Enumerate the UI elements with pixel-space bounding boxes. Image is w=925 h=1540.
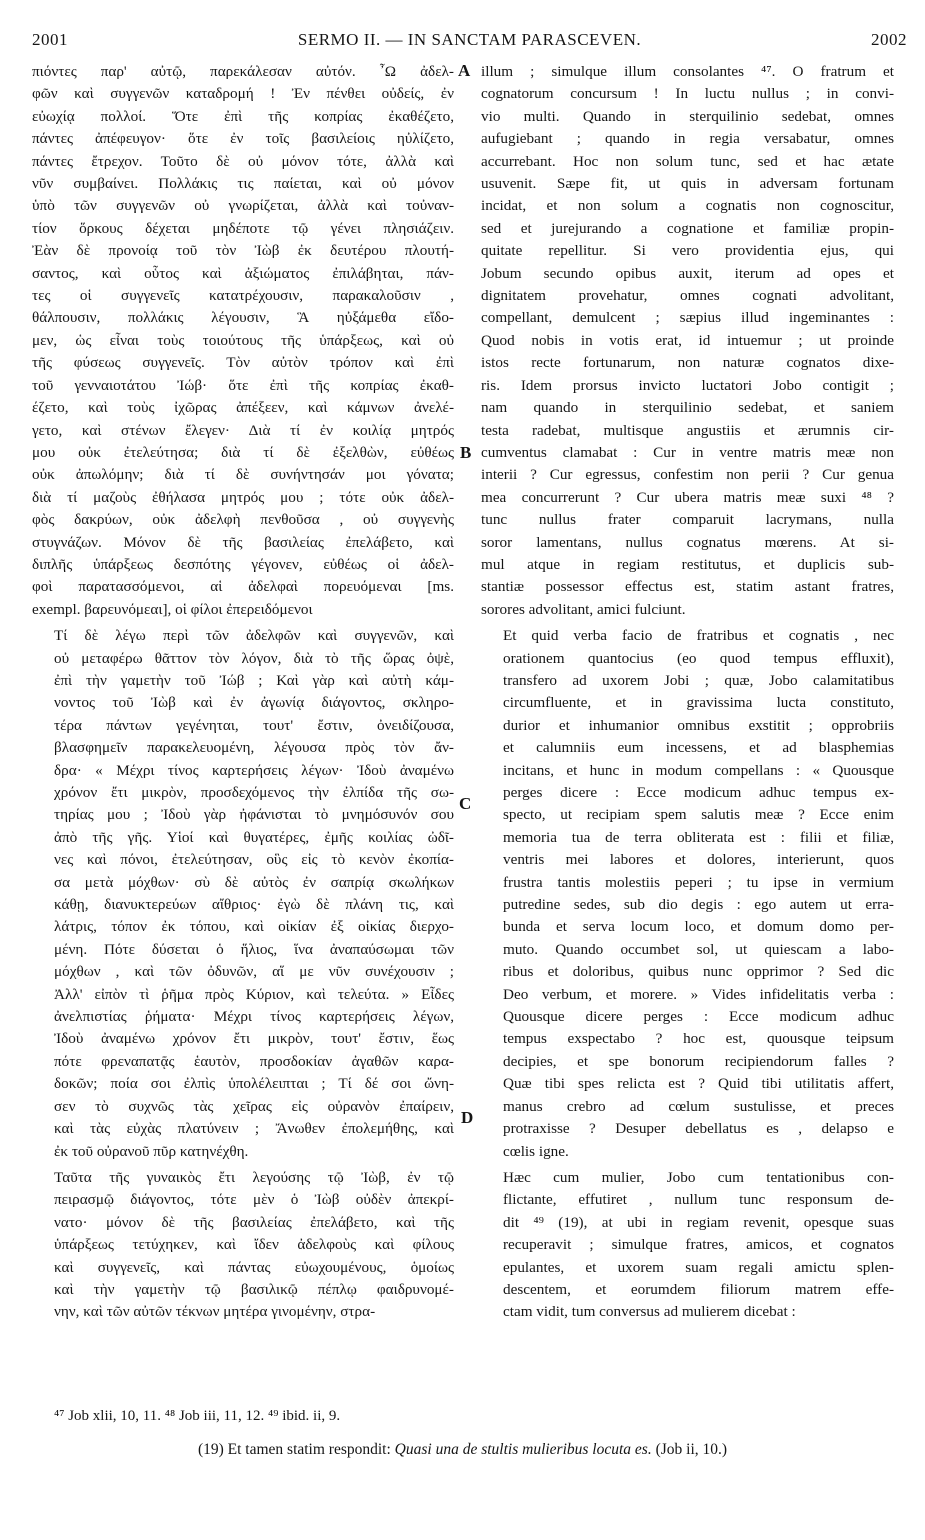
greek-line: διπλῆς ὑπάρξεως δεσπότης γέγονεν, εὐθέως οἱ ἀδελ-	[32, 555, 454, 573]
latin-line: mea concurrerunt ? Cur ubera matris meæ suxi ⁴⁸ ?	[481, 488, 894, 506]
greek-line: πάντες ἀπέφευγον· ὅτε ἐν τοῖς βασιλείοις ηὐλίζετο,	[32, 130, 454, 148]
greek-line: οὐκ ἀπωλόμην; διὰ τί δὲ συνήντησάν μοι γόνατα;	[32, 466, 454, 484]
greek-line: exempl. βαρευνόμεαι], οἱ φίλοι ἐπερειδόμενοι	[32, 600, 313, 618]
greek-line: τῆς φύσεως συγγενεῖς. Τὸν αὐτὸν τρόπον καὶ ἐπὶ	[32, 354, 454, 372]
greek-line: τέρα πάντων γεγένηται, τουτ' ἔστιν, ὀνειδίζουσα,	[54, 716, 454, 734]
greek-line: ὑπὸ τῶν συγγενῶν οὐ γνωρίζεται, ἀλλὰ καὶ τοὐναν-	[32, 197, 454, 215]
latin-line: aufugiebant ; quando in regia versabatur, omnes	[481, 130, 894, 148]
greek-line: Ἀλλ' εἰπὸν τὶ ῥῆμα πρὸς Κύριον, καὶ τελεύτα. » Εἶδες	[54, 985, 454, 1003]
latin-line: usuvenit. Sæpe fit, ut quis in adversam fortunam	[481, 175, 894, 193]
footnotes: ⁴⁷ Job xlii, 10, 11. ⁴⁸ Job iii, 11, 12. ⁴⁹ ibid. ii, 9.	[54, 1408, 341, 1424]
latin-paragraph	[481, 625, 894, 1163]
greek-line: πάντες ἔτρεχον. Τοῦτο δὲ οὐ μόνον τότε, ἀλλὰ καὶ	[32, 152, 454, 170]
greek-line: Ἐὰν δὲ προνοίᾳ τοῦ τὸν Ἰὼβ ἐκ δευτέρου πλουτή-	[32, 242, 454, 260]
latin-line: cœlis igne.	[503, 1142, 569, 1160]
greek-line: καὶ συγγενεῖς, καὶ πάντας εὐωχουμένους, ὁμοίως	[54, 1258, 454, 1276]
margin-mark-d: D	[461, 1108, 474, 1127]
latin-line: recuperavit ; simulque fratres, amicos, et cognatos	[503, 1236, 894, 1254]
margin-mark-a: A	[458, 61, 471, 80]
bottom-note-suffix: (Job ii, 10.)	[651, 1441, 728, 1458]
latin-line: ribus et doloribus, quibus nunc opprimor ? Sed dic	[503, 963, 894, 981]
greek-line: φῶν καὶ συγγενῶν καταδρομή ! Ἐν πένθει οὐδείς, ἐν	[32, 85, 454, 103]
latin-line: flictante, effutiret , nullum tunc responsum de-	[503, 1191, 894, 1209]
latin-line: frustra tantis molestiis peperi ; tu ipse in vermium	[503, 873, 894, 891]
latin-line: testa radebat, multisque angustiis et ærumnis cir-	[481, 421, 894, 439]
latin-line: tempus exspectabo ? hoc est, quousque teipsum	[503, 1030, 894, 1048]
greek-line: γετο, καὶ στένων ἔλεγεν· Διὰ τί ἐν κοιλίᾳ μητρός	[32, 421, 454, 439]
latin-paragraph	[481, 61, 894, 621]
latin-line: bunda et serva locum loco, et domum domo per-	[503, 918, 894, 936]
bottom-note-quote: Quasi una de stultis mulieribus locuta es.	[394, 1441, 652, 1458]
latin-line: dignitatem provehatur, omnes cognati advolitant,	[481, 287, 894, 305]
greek-line: οὐ μεταφέρω θᾶττον τὸν λόγον, διὰ τὸ τῆς ὥρας ὀψὲ,	[54, 649, 454, 667]
latin-paragraph	[481, 1167, 894, 1324]
latin-line: sorores advolitant, amici fulciunt.	[481, 600, 686, 618]
greek-paragraph	[32, 1167, 454, 1324]
greek-line: δρα· « Μέχρι τίνος καρτερήσεις λέγων· Ἰδοὺ ἀναμένω	[54, 761, 454, 779]
greek-paragraph	[32, 625, 454, 1163]
greek-line: φοὶ παρατασσόμενοι, αἱ ἀδελφαὶ πορευόμεναι [ms.	[32, 578, 454, 596]
latin-line: istos recte fortunarum, non naturæ cognatos dixe-	[481, 354, 894, 372]
greek-line: νῦν συμβαίνει. Πολλάκις τις παίεται, καὶ οὐ μόνον	[32, 175, 454, 193]
greek-line: εὐωχίᾳ πολλοί. Ὅτε ἐπὶ τῆς κοπρίας ἐκαθέζετο,	[32, 107, 454, 125]
greek-line: σα μετὰ μόχθων· σὺ δὲ αὐτὸς ἐν σαπρίᾳ σκωλήκων	[54, 873, 454, 891]
greek-line: ὑπάρξεως τετύχηκεν, καὶ ἴδεν ἀδελφοὺς καὶ φίλους	[54, 1236, 454, 1254]
greek-line: μόχθων , καὶ τῶν ὀδυνῶν, αἵ με νῦν συνέχουσιν ;	[54, 963, 454, 981]
latin-line: durior et inhumanior omnibus exstitit ; opprobriis	[503, 716, 894, 734]
latin-line: descentem, et eorumdem filiorum matrem effe-	[503, 1280, 894, 1298]
latin-line: Jobum secundo opibus auxit, iterum ad opes et	[481, 264, 894, 282]
latin-line: Et quid verba facio de fratribus et cognatis , nec	[503, 627, 894, 645]
latin-line: putredine sedes, sub dio degis : ego autem ut erra-	[503, 896, 894, 914]
greek-line: πειρασμῷ διάγοντος, τότε μὲν ὁ Ἰὼβ οὐδὲν ἀπεκρί-	[54, 1191, 454, 1209]
greek-line: πιόντες παρ' αὐτῷ, παρεκάλεσαν αὐτόν. ῏Ω ἀδελ-	[32, 63, 454, 80]
margin-mark-c: C	[459, 794, 472, 813]
latin-line: specto, ut recipiam spem salutis meæ ? Ecce enim	[503, 806, 894, 824]
latin-line: ventris mei labores et dolores, interierunt, quos	[503, 851, 894, 869]
latin-line: decipies, et spe bonorum recipiendorum falles ?	[503, 1052, 894, 1070]
latin-line: epulantes, et uxorem suam regali amictu splen-	[503, 1258, 894, 1276]
latin-line: soror lamentans, nullus cognatus mœrens. At si-	[481, 533, 894, 551]
latin-line: Deo verbum, et morere. » Vides infidelitatis verba :	[503, 985, 894, 1003]
latin-line: quitate repellitur. Si vero providentia ejus, qui	[481, 242, 894, 260]
greek-line: σεν τὸ συχνῶς τὰς χεῖρας εἰς οὐρανὸν ἐπαίρειν,	[54, 1097, 454, 1115]
greek-column	[32, 61, 454, 1328]
latin-line: ctam vidit, tum conversus ad mulierem dicebat :	[503, 1303, 796, 1321]
greek-line: σαντος, καὶ οὗτος καὶ ἀξιώματος ἐπιλάβηται, πάν-	[32, 264, 454, 282]
latin-line: memoria tua de terra obliterata est : filii et filiæ,	[503, 828, 894, 846]
latin-line: dit ⁴⁹ (19), at ubi in regiam revenit, opesque suas	[503, 1213, 894, 1231]
greek-line: Τί δὲ λέγω περὶ τῶν ἀδελφῶν καὶ συγγενῶν, καὶ	[54, 627, 454, 645]
greek-line: νην, καὶ τῶν αὐτῶν τέκνων μητέρα γινομένην, στρα-	[54, 1303, 376, 1321]
latin-line: mul atque in regiam restitutus, et duplicis sub-	[481, 555, 894, 573]
running-title: SERMO II. — IN SANCTAM PARASCEVEN.	[297, 30, 642, 49]
latin-line: transfero ad uxorem Jobi ; quæ, Jobo calamitatibus	[503, 671, 894, 689]
greek-line: ἐπὶ τὴν γαμετὴν τοῦ Ἰώβ ; Καὶ γὰρ καὶ αὐτὴ κάμ-	[54, 671, 454, 689]
latin-line: Quod nobis in votis erat, id intuemur ; ut proinde	[481, 331, 894, 349]
latin-column	[481, 61, 894, 1328]
greek-line: λάτρις, τόπον ἐκ τόπου, καὶ οἰκίαν ἐξ οἰκίας διερχο-	[54, 918, 454, 936]
greek-line: μένη. Πότε δύσεται ὁ ἥλιος, ἵνα ἀναπαύσωμαι τῶν	[54, 940, 454, 958]
greek-line: τες οἱ συγγενεῖς κατατρέχουσιν, παρακαλοῦσιν ,	[32, 287, 454, 305]
latin-line: Hæc cum mulier, Jobo cum tentationibus con-	[503, 1168, 894, 1186]
greek-paragraph	[32, 61, 454, 621]
greek-line: θάλπουσιν, πολλάκις λέγουσιν, Ἃ ηὐξάμεθα εἴδο-	[32, 309, 454, 327]
greek-line: πότε φρεναπατᾷς ἑαυτὸν, προσδοκίαν ἀγαθῶν καρα-	[54, 1052, 454, 1070]
greek-line: χρόνον ἔτι μικρὸν, προσδεχόμενος τὴν ἐλπίδα τῆς σω-	[54, 784, 454, 801]
latin-line: nam quando in sterquilinio sedebat, et saniem	[481, 399, 894, 417]
margin-mark-b: B	[460, 443, 472, 462]
latin-line: tunc nullus frater comparuit lacrymans, nulla	[481, 511, 894, 529]
latin-line: cognatorum concursum ! In luctu nullus ; in convi-	[481, 85, 894, 103]
greek-line: μεν, ὡς εἶναι τοὺς τοιούτους τῆς ὑπάρξεως, καὶ οὐ	[32, 331, 454, 349]
latin-line: muto. Quando occumbet sol, ut quiescam a labo-	[503, 940, 894, 958]
greek-line: νες καὶ πόνοι, ἐτελεύτησαν, οὓς εἰς τὸ κενὸν ἐκοπία-	[54, 851, 454, 869]
greek-line: μου οὐκ ἐτελεύτησα; διὰ τί δὲ ἐξελθὼν, εὐθέως	[32, 443, 454, 461]
latin-line: accurrebant. Hoc non solum tunc, sed et hac ætate	[481, 152, 894, 170]
latin-line: sed et jurejurando a cognatione et familiæ propin-	[481, 219, 894, 237]
latin-line: perges dicere : Ecce modicum adhuc tempus ex-	[503, 784, 894, 801]
latin-line: vio multi. Quando in sterquilinio sedebat, omnes	[481, 107, 894, 125]
greek-line: νατο· μόνον δὲ τῆς βασιλείας ἐπελάβετο, καὶ τῆς	[54, 1213, 454, 1231]
greek-line: ἀπὸ τῆς γῆς. Υἱοί καὶ θυγατέρες, ἐμῆς κοιλίας ὠδῖ-	[54, 828, 454, 846]
latin-line: et calumniis eum incessens, et ad blasphemias	[503, 739, 894, 757]
greek-line: καὶ τὴν γαμετὴν τῷ βασιλικῷ πέπλῳ φαιδρυνομέ-	[54, 1280, 454, 1298]
greek-line: νοντος τοῦ Ἰὼβ καὶ ἐν ἀγωνίᾳ διάγοντος, σκληρο-	[54, 694, 454, 712]
latin-line: incitans, et hunc in modum compellans : « Quousque	[503, 761, 894, 779]
greek-line: ἀνελπιστίας ῥήματα· Μέχρι τίνος καρτερήσεις λέγων,	[54, 1008, 454, 1026]
latin-line: orationem quantocius (eo quod tempus effluxit),	[503, 649, 894, 667]
right-page-number: 2002	[871, 30, 907, 49]
greek-line: βλασφημεῖν παρακελευομένη, λέγουσα πρὸς τὸν ἄν-	[54, 739, 454, 757]
greek-line: Ταῦτα τῆς γυναικὸς ἔτι λεγούσης τῷ Ἰὼβ, ἐν τῷ	[54, 1168, 454, 1186]
latin-line: circumfluente, et in gravissima lucta constituto,	[503, 694, 894, 712]
greek-line: έζετο, καὶ τοὺς ἰχῶρας ἀπέξεεν, καὶ κάμνων ἀνελέ-	[32, 399, 454, 417]
greek-line: ἐκ τοῦ οὐρανοῦ πῦρ κατηνέχθη.	[54, 1142, 249, 1160]
greek-line: καὶ τὰς εὐχὰς πλατύνειν ; Ἄνωθεν ἐπολεμήθης, καὶ	[54, 1120, 454, 1138]
latin-line: compellant, demulcent ; sæpius illud ingeminantes :	[481, 309, 894, 327]
latin-line: manus crebro ad cœlum sustulisse, et preces	[503, 1097, 894, 1115]
page-header	[32, 30, 907, 56]
bottom-note-prefix: (19) Et tamen statim respondit:	[197, 1441, 395, 1458]
latin-line: illum ; simulque illum consolantes ⁴⁷. O fratrum et	[481, 63, 894, 80]
greek-line: κάθῃ, διανυκτερεύων αἴθριος· ἐγὼ δὲ πλάνη τις, καὶ	[54, 896, 454, 914]
greek-line: τίον ὅρκους δέχεται μηδέποτε τῷ γένει πλησιάζειν.	[32, 219, 454, 237]
latin-line: incidat, et non solum a cognatis non cognoscitur,	[481, 197, 894, 215]
greek-line: τηρίας μου ; Ἰδοὺ γὰρ ἠφάνισται τὸ μνημόσυνόν σου	[54, 806, 454, 824]
latin-line: protraxisse ? Desuper debellatus es , delapso e	[503, 1120, 894, 1138]
latin-line: stantiæ possessor effectus est, statim astant fratres,	[481, 578, 894, 596]
left-page-number: 2001	[32, 30, 68, 49]
bottom-note	[0, 1441, 925, 1459]
greek-line: στυγνάζων. Μόνον δὲ τῆς βασιλείας ἐπελάβετο, καὶ	[32, 533, 454, 551]
greek-line: φὸς δακρύων, οὐκ ἀδελφὴ πενθοῦσα , οὐ συγγενὴς	[32, 511, 454, 529]
latin-line: ris. Idem prorsus invicto luctatori Jobo contigit ;	[481, 376, 894, 394]
latin-line: cumventus clamabat : Cur in ventre matris meæ non	[481, 443, 894, 461]
latin-line: Quæ tibi spes relicta est ? Quid tibi utilitatis affert,	[503, 1075, 894, 1093]
greek-line: δοκῶν; ποία σοι ἐλπὶς ὑπολέλειπται ; Τί δέ σοι ὤνη-	[54, 1075, 454, 1093]
latin-line: Quousque dicere perges : Ecce modicum adhuc	[503, 1008, 894, 1026]
greek-line: διὰ τί μαζοὺς ἐθήλασα μητρός μου ; τότε οὐκ ἀδελ-	[32, 488, 454, 506]
greek-line: τοῦ γενναιοτάτου Ἰώβ· ὅτε ἐπὶ τῆς κοπρίας ἐκαθ-	[32, 376, 454, 394]
latin-line: interii ? Cur egressus, confestim non perii ? Cur genua	[481, 466, 894, 484]
greek-line: Ἰδοὺ ἀναμένω χρόνον ἔτι μικρὸν, τουτ' ἔστιν, ἕως	[54, 1030, 454, 1048]
